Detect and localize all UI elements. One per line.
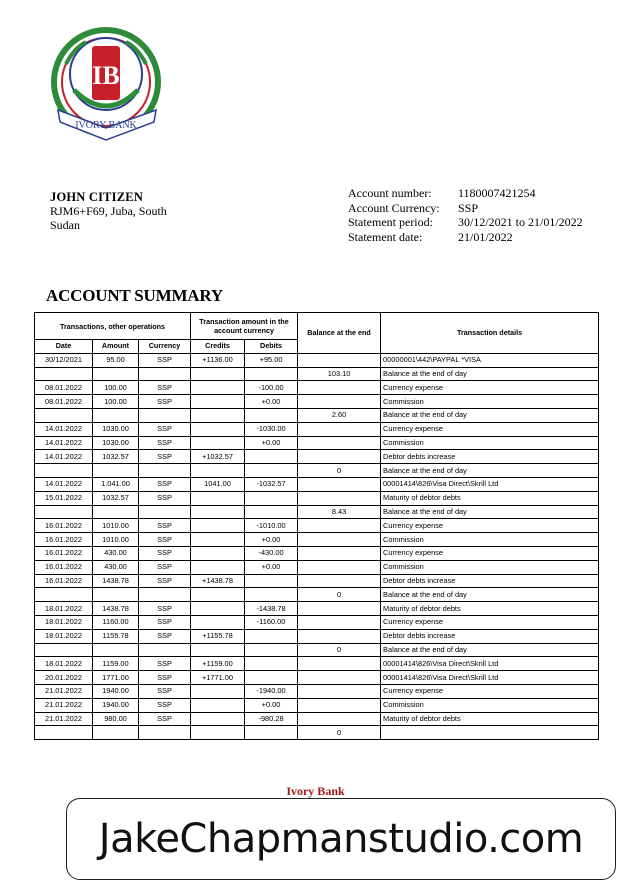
cell-credit: +1771.00 — [191, 671, 245, 685]
cell-debit: -100.00 — [245, 381, 298, 395]
cell-amount: 430.00 — [93, 560, 139, 574]
cell-amount: 1771.00 — [93, 671, 139, 685]
header-date: Date — [35, 340, 93, 354]
cell-credit — [191, 519, 245, 533]
cell-date: 21.01.2022 — [35, 684, 93, 698]
cell-credit: +1136.00 — [191, 353, 245, 367]
cell-currency: SSP — [139, 657, 191, 671]
cell-details: Currency expense — [381, 519, 599, 533]
cell-date: 18.01.2022 — [35, 602, 93, 616]
cell-amount — [93, 505, 139, 519]
cell-amount: 430.00 — [93, 546, 139, 560]
cell-date: 21.01.2022 — [35, 712, 93, 726]
cell-date: 08.01.2022 — [35, 381, 93, 395]
cell-date: 18.01.2022 — [35, 657, 93, 671]
cell-details: Currency expense — [381, 422, 599, 436]
table-row — [35, 726, 599, 740]
account-currency-label: Account Currency: — [348, 200, 440, 215]
cell-currency: SSP — [139, 436, 191, 450]
cell-debit: -430.00 — [245, 546, 298, 560]
cell-balance — [298, 533, 381, 547]
table-row — [35, 422, 599, 436]
cell-credit — [191, 712, 245, 726]
cell-amount: 1438.78 — [93, 602, 139, 616]
cell-balance — [298, 560, 381, 574]
cell-debit: +0.00 — [245, 560, 298, 574]
cell-date — [35, 408, 93, 422]
cell-credit — [191, 491, 245, 505]
cell-currency: SSP — [139, 712, 191, 726]
cell-date — [35, 367, 93, 381]
statement-period-label: Statement period: — [348, 215, 433, 229]
cell-currency: SSP — [139, 491, 191, 505]
table-row — [35, 450, 599, 464]
cell-debit — [245, 491, 298, 505]
cell-credit — [191, 464, 245, 478]
logo-bank-name: IVORY BANK — [75, 120, 137, 131]
cell-balance — [298, 698, 381, 712]
table-row — [35, 643, 599, 657]
cell-balance: 103.10 — [298, 367, 381, 381]
cell-amount: 1159.00 — [93, 657, 139, 671]
cell-amount: 1940.00 — [93, 698, 139, 712]
cell-debit — [245, 505, 298, 519]
cell-details: Maturity of debtor debts — [381, 491, 599, 505]
cell-balance — [298, 477, 381, 491]
cell-details: Balance at the end of day — [381, 505, 599, 519]
cell-credit: 1041.00 — [191, 477, 245, 491]
cell-credit: +1159.00 — [191, 657, 245, 671]
table-row — [35, 546, 599, 560]
cell-debit — [245, 367, 298, 381]
table-row — [35, 671, 599, 685]
cell-date: 18.01.2022 — [35, 629, 93, 643]
cell-date: 15.01.2022 — [35, 491, 93, 505]
account-summary-title: ACCOUNT SUMMARY — [46, 286, 223, 305]
table-row — [35, 712, 599, 726]
transactions-body — [35, 353, 599, 739]
cell-date: 30/12/2021 — [35, 353, 93, 367]
cell-balance — [298, 546, 381, 560]
cell-debit: -1160.00 — [245, 615, 298, 629]
cell-debit: +95.00 — [245, 353, 298, 367]
cell-credit — [191, 367, 245, 381]
cell-amount — [93, 643, 139, 657]
cell-date: 14.01.2022 — [35, 450, 93, 464]
cell-credit — [191, 395, 245, 409]
cell-credit — [191, 422, 245, 436]
cell-amount — [93, 367, 139, 381]
cell-amount: 980.00 — [93, 712, 139, 726]
cell-date: 14.01.2022 — [35, 422, 93, 436]
cell-debit — [245, 408, 298, 422]
cell-balance — [298, 629, 381, 643]
cell-amount — [93, 588, 139, 602]
transactions-table — [34, 312, 599, 740]
cell-date — [35, 726, 93, 740]
header-currency: Currency — [139, 340, 191, 354]
table-row — [35, 519, 599, 533]
table-row — [35, 602, 599, 616]
cell-details: Debtor debts increase — [381, 450, 599, 464]
cell-currency — [139, 726, 191, 740]
cell-currency: SSP — [139, 546, 191, 560]
cell-amount: 1032.57 — [93, 491, 139, 505]
table-row — [35, 395, 599, 409]
cell-date: 16.01.2022 — [35, 574, 93, 588]
statement-date: 21/01/2022 — [458, 229, 513, 244]
cell-balance — [298, 422, 381, 436]
cell-amount: 1155.78 — [93, 629, 139, 643]
cell-details: Commission — [381, 560, 599, 574]
table-row — [35, 464, 599, 478]
statement-period: 30/12/2021 to 21/01/2022 — [458, 215, 583, 229]
table-row — [35, 698, 599, 712]
cell-debit: -1030.00 — [245, 422, 298, 436]
cell-debit: -980.28 — [245, 712, 298, 726]
table-row — [35, 629, 599, 643]
cell-currency — [139, 464, 191, 478]
cell-currency: SSP — [139, 684, 191, 698]
cell-balance: 2.60 — [298, 408, 381, 422]
logo-letters: IB — [92, 61, 120, 90]
cell-date: 16.01.2022 — [35, 546, 93, 560]
cell-date: 14.01.2022 — [35, 477, 93, 491]
cell-debit — [245, 643, 298, 657]
cell-balance — [298, 602, 381, 616]
cell-amount: 1010.00 — [93, 533, 139, 547]
account-currency: SSP — [458, 200, 479, 215]
cell-balance — [298, 436, 381, 450]
cell-balance — [298, 519, 381, 533]
header-debits: Debits — [245, 340, 298, 354]
group-header-transactions: Transactions, other operations — [35, 313, 191, 340]
cell-amount: 1438.78 — [93, 574, 139, 588]
cell-debit: +0.00 — [245, 395, 298, 409]
cell-debit — [245, 629, 298, 643]
cell-details: Currency expense — [381, 381, 599, 395]
cell-credit: +1155.78 — [191, 629, 245, 643]
cell-details: Debtor debts increase — [381, 574, 599, 588]
cell-details: Balance at the end of day — [381, 588, 599, 602]
cell-date: 18.01.2022 — [35, 615, 93, 629]
client-name: JOHN CITIZEN — [50, 190, 144, 204]
cell-currency: SSP — [139, 698, 191, 712]
table-row — [35, 436, 599, 450]
cell-details: Commission — [381, 698, 599, 712]
header-credits: Credits — [191, 340, 245, 354]
cell-details: Commission — [381, 436, 599, 450]
account-number-label: Account number: — [348, 186, 432, 200]
cell-amount — [93, 408, 139, 422]
cell-debit: +0.00 — [245, 698, 298, 712]
cell-date: 16.01.2022 — [35, 533, 93, 547]
cell-balance — [298, 712, 381, 726]
cell-credit — [191, 726, 245, 740]
table-row — [35, 353, 599, 367]
cell-credit — [191, 615, 245, 629]
cell-currency: SSP — [139, 533, 191, 547]
cell-debit — [245, 588, 298, 602]
cell-date: 20.01.2022 — [35, 671, 93, 685]
cell-balance — [298, 684, 381, 698]
watermark-banner: JakeChapmanstudio.com — [66, 798, 616, 880]
cell-credit: +1438.78 — [191, 574, 245, 588]
footer-bank-name: Ivory Bank — [286, 784, 345, 798]
cell-amount: 1010.00 — [93, 519, 139, 533]
cell-date — [35, 588, 93, 602]
account-info — [348, 186, 583, 244]
header-amount: Amount — [93, 340, 139, 354]
cell-debit — [245, 574, 298, 588]
cell-credit — [191, 408, 245, 422]
cell-debit: -1032.57 — [245, 477, 298, 491]
table-row — [35, 684, 599, 698]
cell-amount: 100.00 — [93, 395, 139, 409]
cell-details: Maturity of debtor debts — [381, 602, 599, 616]
cell-currency: SSP — [139, 629, 191, 643]
cell-currency: SSP — [139, 450, 191, 464]
cell-balance — [298, 450, 381, 464]
cell-debit: +0.00 — [245, 436, 298, 450]
cell-credit — [191, 546, 245, 560]
header-details: Transaction details — [381, 313, 599, 354]
client-address-line1: RJM6+F69, Juba, South — [50, 204, 167, 218]
cell-date — [35, 643, 93, 657]
cell-date — [35, 464, 93, 478]
cell-debit — [245, 450, 298, 464]
client-address-line2: Sudan — [50, 218, 80, 232]
header-balance: Balance at the end — [298, 313, 381, 354]
cell-credit — [191, 505, 245, 519]
cell-currency: SSP — [139, 615, 191, 629]
table-row — [35, 505, 599, 519]
cell-debit: -1438.78 — [245, 602, 298, 616]
cell-amount: 95.00 — [93, 353, 139, 367]
cell-credit — [191, 602, 245, 616]
cell-currency — [139, 408, 191, 422]
cell-currency: SSP — [139, 519, 191, 533]
cell-details — [381, 726, 599, 740]
cell-details: Balance at the end of day — [381, 464, 599, 478]
cell-amount — [93, 726, 139, 740]
cell-currency — [139, 367, 191, 381]
cell-date: 21.01.2022 — [35, 698, 93, 712]
cell-details: 00001414\826\Visa Direct\Skrill Ltd — [381, 657, 599, 671]
group-header-amount: Transaction amount in the account currency — [191, 313, 298, 340]
cell-currency — [139, 505, 191, 519]
cell-credit — [191, 436, 245, 450]
cell-balance: 0 — [298, 643, 381, 657]
cell-credit — [191, 684, 245, 698]
cell-balance — [298, 671, 381, 685]
account-number: 1180007421254 — [458, 186, 536, 200]
cell-balance — [298, 657, 381, 671]
cell-currency: SSP — [139, 560, 191, 574]
cell-currency: SSP — [139, 477, 191, 491]
cell-balance — [298, 491, 381, 505]
table-row — [35, 381, 599, 395]
cell-balance — [298, 395, 381, 409]
cell-debit — [245, 657, 298, 671]
cell-amount: 100.00 — [93, 381, 139, 395]
cell-currency — [139, 588, 191, 602]
cell-balance — [298, 615, 381, 629]
cell-amount: 1160.00 — [93, 615, 139, 629]
table-row — [35, 367, 599, 381]
statement-date-label: Statement date: — [348, 229, 423, 244]
cell-currency: SSP — [139, 395, 191, 409]
cell-balance: 0 — [298, 464, 381, 478]
cell-currency — [139, 643, 191, 657]
cell-date: 16.01.2022 — [35, 560, 93, 574]
cell-credit — [191, 698, 245, 712]
cell-currency: SSP — [139, 671, 191, 685]
cell-balance — [298, 574, 381, 588]
cell-details: Commission — [381, 395, 599, 409]
table-row — [35, 574, 599, 588]
client-info — [50, 190, 167, 232]
cell-details: Debtor debts increase — [381, 629, 599, 643]
cell-details: Balance at the end of day — [381, 408, 599, 422]
cell-date: 14.01.2022 — [35, 436, 93, 450]
cell-currency: SSP — [139, 574, 191, 588]
cell-amount: 1032.57 — [93, 450, 139, 464]
table-row — [35, 477, 599, 491]
cell-balance: 0 — [298, 726, 381, 740]
cell-details: Balance at the end of day — [381, 643, 599, 657]
table-row — [35, 615, 599, 629]
cell-details: Currency expense — [381, 615, 599, 629]
cell-credit — [191, 588, 245, 602]
cell-debit: -1010.00 — [245, 519, 298, 533]
cell-debit: +0.00 — [245, 533, 298, 547]
cell-date — [35, 505, 93, 519]
cell-details: 00001414\826\Visa Direct\Skrill Ltd — [381, 671, 599, 685]
cell-details: Currency expense — [381, 546, 599, 560]
cell-amount — [93, 464, 139, 478]
cell-details: Balance at the end of day — [381, 367, 599, 381]
cell-credit: +1032.57 — [191, 450, 245, 464]
cell-debit — [245, 726, 298, 740]
cell-credit — [191, 560, 245, 574]
cell-amount: 1940.00 — [93, 684, 139, 698]
cell-credit — [191, 533, 245, 547]
cell-currency: SSP — [139, 422, 191, 436]
cell-date: 16.01.2022 — [35, 519, 93, 533]
cell-balance — [298, 381, 381, 395]
table-row — [35, 533, 599, 547]
table-row — [35, 657, 599, 671]
cell-details: 00001414\826\Visa Direct\Skrill Ltd — [381, 477, 599, 491]
cell-credit — [191, 643, 245, 657]
cell-date: 08.01.2022 — [35, 395, 93, 409]
cell-currency: SSP — [139, 353, 191, 367]
cell-debit: -1940.00 — [245, 684, 298, 698]
table-row — [35, 560, 599, 574]
cell-currency: SSP — [139, 381, 191, 395]
cell-details: Currency expense — [381, 684, 599, 698]
cell-currency: SSP — [139, 602, 191, 616]
cell-credit — [191, 381, 245, 395]
cell-debit — [245, 464, 298, 478]
bank-logo — [44, 24, 180, 142]
table-row — [35, 588, 599, 602]
cell-amount: 1.041.00 — [93, 477, 139, 491]
cell-amount: 1030.00 — [93, 422, 139, 436]
cell-amount: 1030.00 — [93, 436, 139, 450]
table-row — [35, 408, 599, 422]
cell-details: Maturity of debtor debts — [381, 712, 599, 726]
cell-debit — [245, 671, 298, 685]
cell-balance: 8.43 — [298, 505, 381, 519]
cell-details: Commission — [381, 533, 599, 547]
cell-balance — [298, 353, 381, 367]
cell-details: 00000001\442\PAYPAL *VISA — [381, 353, 599, 367]
table-row — [35, 491, 599, 505]
cell-balance: 0 — [298, 588, 381, 602]
